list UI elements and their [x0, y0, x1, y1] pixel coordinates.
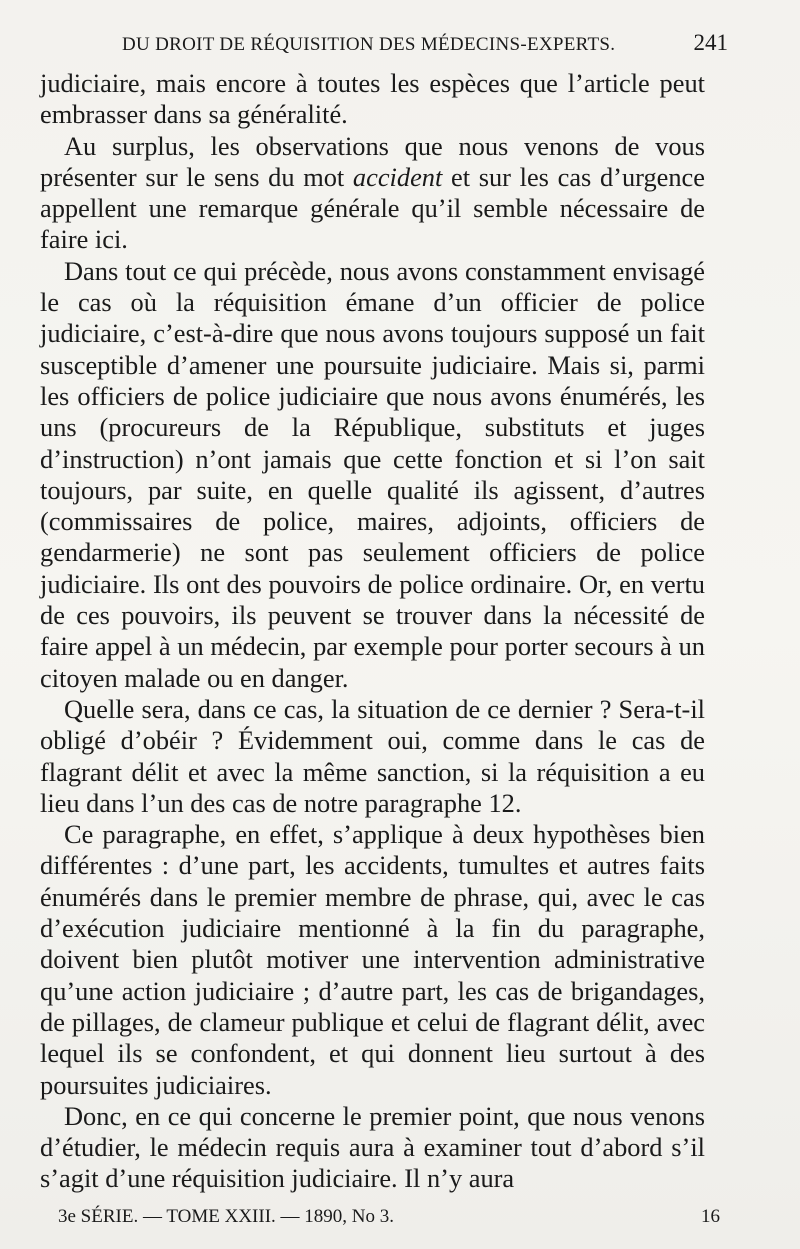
running-head — [40, 30, 728, 62]
paragraph — [40, 256, 705, 694]
footer-signature: 16 — [701, 1206, 720, 1227]
paragraph-text: Dans tout ce qui précède, nous avons constamment envisagé le cas où la réquisition émane d’un officier de police judiciaire, c’est-à-dire que nous avons toujours supposé un fait susceptible d’amener une poursuite judiciaire. Mais si, parmi les officiers de police judiciaire que nous avons énumérés, les uns (procureurs de la République, substituts et juges d’instruction) n’ont jamais que cette fonction et si l’on sait toujours, par suite, en quelle qualité ils agissent, d’autres (commissaires de police, maires, adjoints, officiers de gendarmerie) ne sont pas seulement officiers de police judiciaire. Ils ont des pouvoirs de police ordinaire. Or, en vertu de ces pouvoirs, ils peuvent se trouver dans la nécessité de faire appel à un médecin, par exemple pour porter secours à un citoyen malade ou en danger. — [40, 255, 705, 693]
paragraph — [40, 694, 705, 819]
paragraph-text: judiciaire, mais encore à toutes les espèces que l’article peut embrasser dans sa généralité. — [40, 68, 705, 130]
paragraph-text: Donc, en ce qui concerne le premier point, que nous venons d’étudier, le médecin requis aura à examiner tout d’abord s’il s’agit d’une réquisition judiciaire. Il n’y aura — [40, 1100, 705, 1194]
page-number: 241 — [693, 30, 728, 55]
paragraph-text: Quelle sera, dans ce cas, la situation de ce dernier ? Sera-t-il obligé d’obéir ? Évidemment oui, comme dans le cas de flagrant délit et avec la même sanction, si la réquisition a eu lieu dans l’un des cas de notre paragraphe 12. — [40, 693, 705, 818]
paragraph — [40, 1101, 705, 1195]
running-title: DU DROIT DE RÉQUISITION DES MÉDECINS-EXPERTS. — [122, 34, 616, 55]
body-text — [40, 68, 705, 1195]
paragraph — [40, 68, 705, 131]
paragraph — [40, 131, 705, 256]
paragraph-text: et sur les cas d’urgence appellent une remarque générale qu’il semble nécessaire de faire ici. — [40, 161, 705, 255]
paragraph-text: Au surplus, les observations que nous venons de vous présenter sur le sens du mot — [40, 130, 705, 192]
paragraph — [40, 819, 705, 1101]
page-footer — [40, 1206, 720, 1228]
paragraph-text: Ce paragraphe, en effet, s’applique à deux hypothèses bien différentes : d’une part, les accidents, tumultes et autres faits énumérés dans le premier membre de phrase, qui, avec le cas d’exécution judiciaire mentionné à la fin du paragraphe, doivent bien plutôt motiver une intervention administrative qu’une action judiciaire ; d’autre part, les cas de brigandages, de pillages, de clameur publique et celui de flagrant délit, avec lequel ils se confondent, et qui donnent lieu surtout à des poursuites judiciaires. — [40, 819, 705, 1100]
italic-term: accident — [352, 161, 443, 192]
footer-series: 3e SÉRIE. — TOME XXIII. — 1890, No 3. — [58, 1206, 394, 1227]
